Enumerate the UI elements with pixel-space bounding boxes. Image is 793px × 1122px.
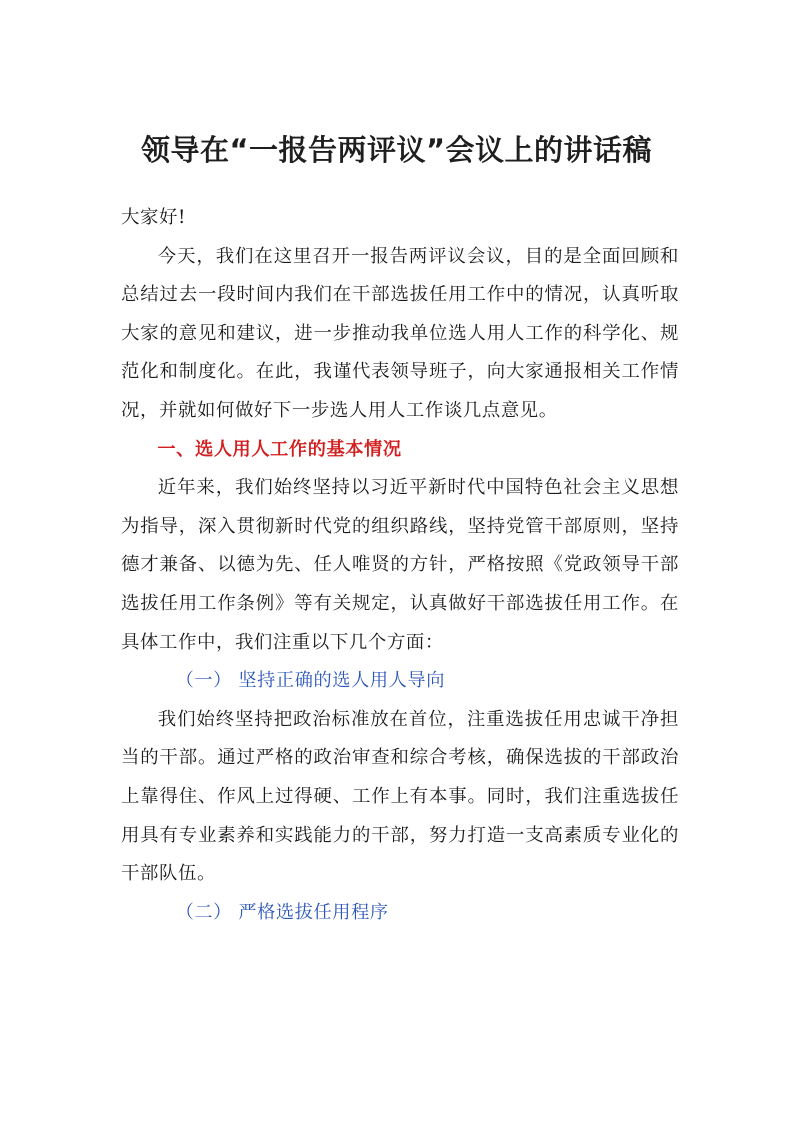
section1-paragraph: 近年来，我们始终坚持以习近平新时代中国特色社会主义思想为指导，深入贯彻新时代党的组织路线，坚持党管干部原则，坚持德才兼备、以德为先、任人唯贤的方针，严格按照《党政领导干部选拔任用工作条例》等有关规定，认真做好干部选拔任用工作。在具体工作中，我们注重以下几个方面： [121,477,679,653]
document-body [121,199,679,932]
subsection-heading-1: （一） 坚持正确的选人用人导向 [175,670,446,692]
section-heading-1: 一、选人用人工作的基本情况 [157,438,402,460]
intro-paragraph: 今天，我们在这里召开一报告两评议会议，目的是全面回顾和总结过去一段时间内我们在干部选拔任用工作中的情况，认真听取大家的意见和建议，进一步推动我单位选人用人工作的科学化、规范化和制度化。在此，我谨代表领导班子，向大家通报相关工作情况，并就如何做好下一步选人用人工作谈几点意见。 [121,245,679,421]
subsection-heading-2: （二） 严格选拔任用程序 [175,901,389,923]
greeting: 大家好! [121,207,186,228]
document-title: 领导在“一报告两评议”会议上的讲话稿 [140,133,653,167]
subsection1-paragraph: 我们始终坚持把政治标准放在首位，注重选拔任用忠诚干净担当的干部。通过严格的政治审查和综合考核，确保选拔的干部政治上靠得住、作风上过得硬、工作上有本事。同时，我们注重选拔任用具有专业素养和实践能力的干部，努力打造一支高素质专业化的干部队伍。 [121,708,679,885]
